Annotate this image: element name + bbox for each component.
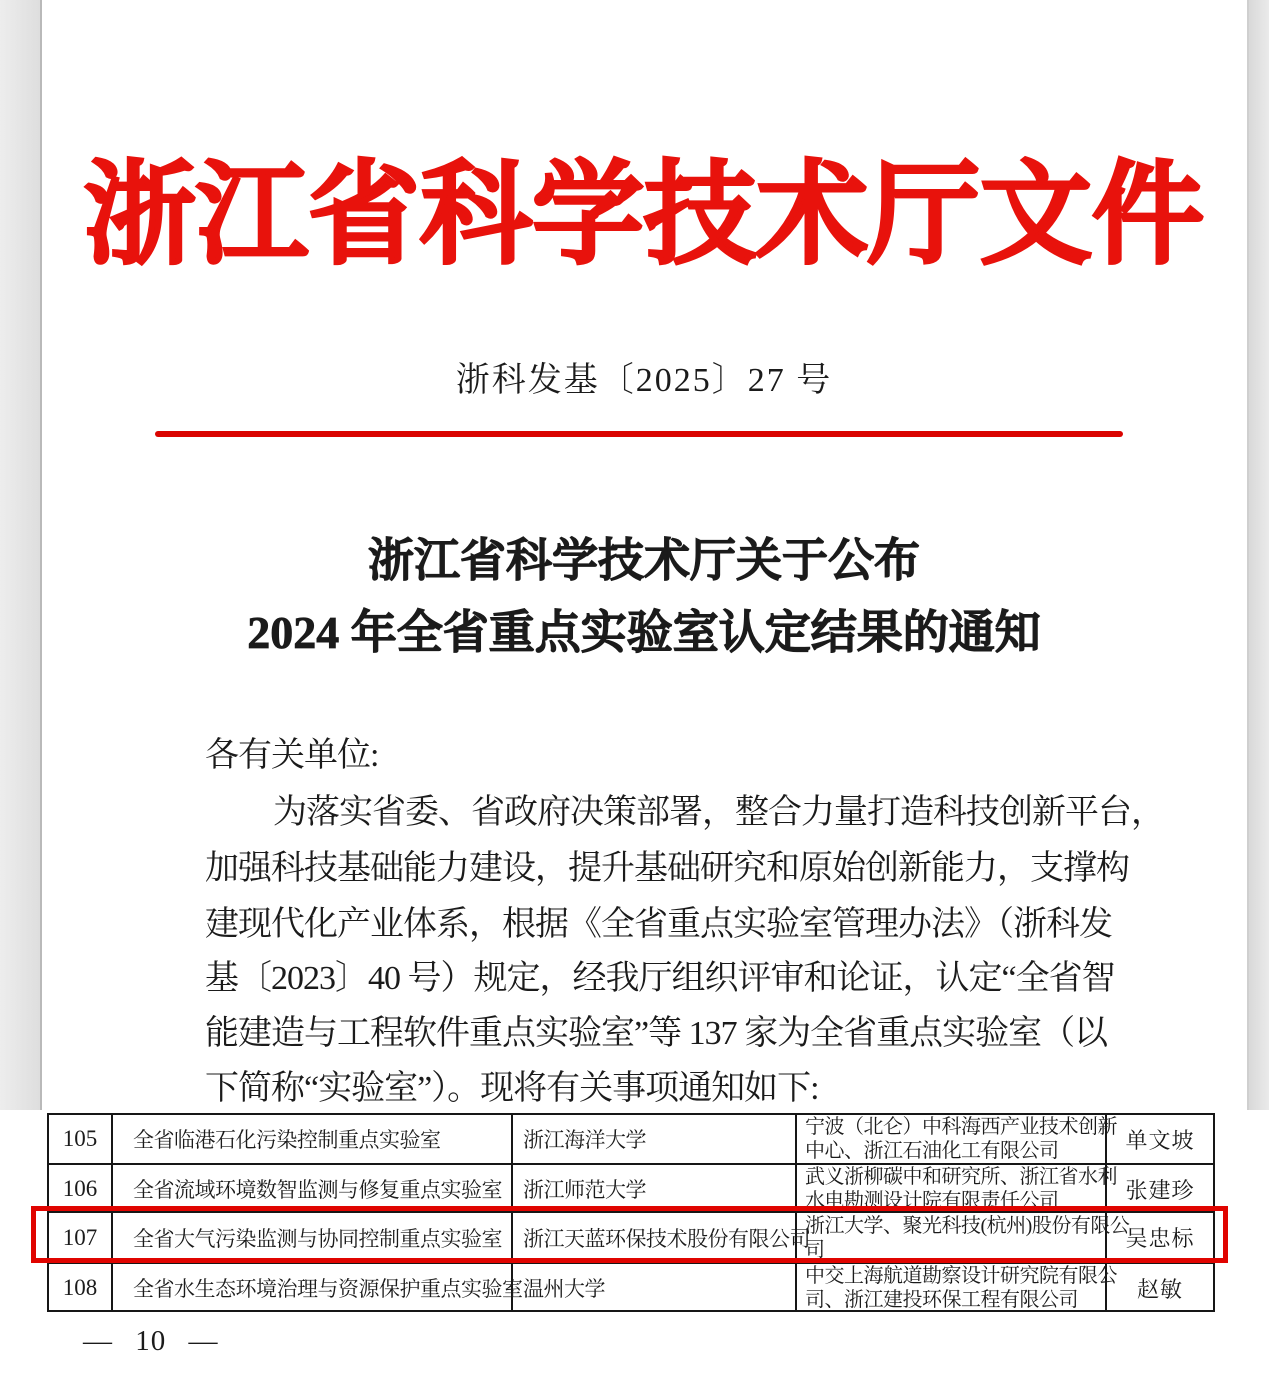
table-row-105 — [49, 1115, 1213, 1165]
paragraph-line: 下简称“实验室”）。现将有关事项通知如下: — [205, 1070, 819, 1107]
cell-lab-name: 全省大气污染监测与协同控制重点实验室 — [113, 1213, 513, 1262]
notice-title-line2: 2024 年全省重点实验室认定结果的通知 — [247, 607, 1041, 658]
cell-row-number: 106 — [49, 1165, 113, 1213]
cell-row-number: 105 — [49, 1115, 113, 1163]
cell-lab-name: 全省水生态环境治理与资源保护重点实验室 — [113, 1264, 513, 1312]
cell-host-org: 浙江海洋大学 — [513, 1115, 797, 1163]
partner-orgs-line2: 司、浙江建投环保工程有限公司 — [805, 1289, 1078, 1311]
paragraph-line: 为落实省委、省政府决策部署，整合力量打造科技创新平台， — [273, 794, 1164, 831]
paragraph-line: 建现代化产业体系，根据《全省重点实验室管理办法》（浙科发 — [205, 906, 1112, 943]
cell-director: 吴忠标 — [1125, 1226, 1195, 1251]
partner-orgs-line2: 水电勘测设计院有限责任公司 — [805, 1190, 1059, 1212]
partner-orgs-line1: 中交上海航道勘察设计研究院有限公 — [805, 1265, 1117, 1287]
paragraph-line: 加强科技基础能力建设，提升基础研究和原始创新能力，支撑构 — [205, 850, 1129, 887]
cell-host-org: 温州大学 — [513, 1264, 797, 1312]
cell-lab-name: 全省临港石化污染控制重点实验室 — [113, 1115, 513, 1163]
key-laboratories-table — [47, 1113, 1215, 1312]
agency-letterhead-title: 浙江省科学技术厅文件 — [84, 154, 1204, 278]
lab-list-table-section — [0, 1110, 1269, 1386]
cell-partner-orgs — [797, 1213, 1130, 1262]
partner-orgs-line1: 宁波（北仑）中科海西产业技术创新 — [805, 1116, 1117, 1138]
cell-director: 单文坡 — [1125, 1127, 1195, 1153]
cell-row-number: 107 — [49, 1213, 113, 1262]
salutation-line: 各有关单位: — [205, 737, 379, 774]
scan-margin-left — [0, 0, 42, 1110]
table-row-108 — [49, 1264, 1213, 1310]
notice-title-line1: 浙江省科学技术厅关于公布 — [368, 535, 920, 586]
paragraph-line: 基〔2023〕40 号）规定，经我厅组织评审和论证，认定“全省智 — [205, 960, 1115, 997]
scan-margin-right — [1247, 0, 1269, 1110]
partner-orgs-line2: 中心、浙江石油化工有限公司 — [805, 1140, 1059, 1162]
cell-director: 赵敏 — [1136, 1276, 1183, 1302]
cell-director: 张建珍 — [1125, 1177, 1195, 1203]
cell-partner-orgs — [797, 1264, 1117, 1312]
cell-row-number: 108 — [49, 1264, 113, 1312]
cell-lab-name: 全省流域环境数智监测与修复重点实验室 — [113, 1165, 513, 1213]
cell-partner-orgs — [797, 1115, 1117, 1163]
cell-partner-orgs — [797, 1165, 1117, 1213]
paragraph-line: 能建造与工程软件重点实验室”等 137 家为全省重点实验室（以 — [205, 1015, 1108, 1052]
document-reference-number: 浙科发基〔2025〕27 号 — [455, 362, 833, 399]
partner-orgs-line1: 浙江大学、聚光科技(杭州)股份有限公 — [805, 1214, 1130, 1237]
red-separator-rule — [155, 431, 1123, 437]
cell-host-org: 浙江师范大学 — [513, 1165, 797, 1213]
cell-host-org: 浙江天蓝环保技术股份有限公司 — [513, 1213, 797, 1262]
table-row-106 — [49, 1165, 1213, 1213]
table-row-107-highlighted — [49, 1213, 1213, 1264]
partner-orgs-line2: 司 — [805, 1238, 825, 1261]
page-number: — 10 — — [83, 1325, 219, 1357]
partner-orgs-line1: 武义浙柳碳中和研究所、浙江省水利 — [805, 1166, 1117, 1188]
